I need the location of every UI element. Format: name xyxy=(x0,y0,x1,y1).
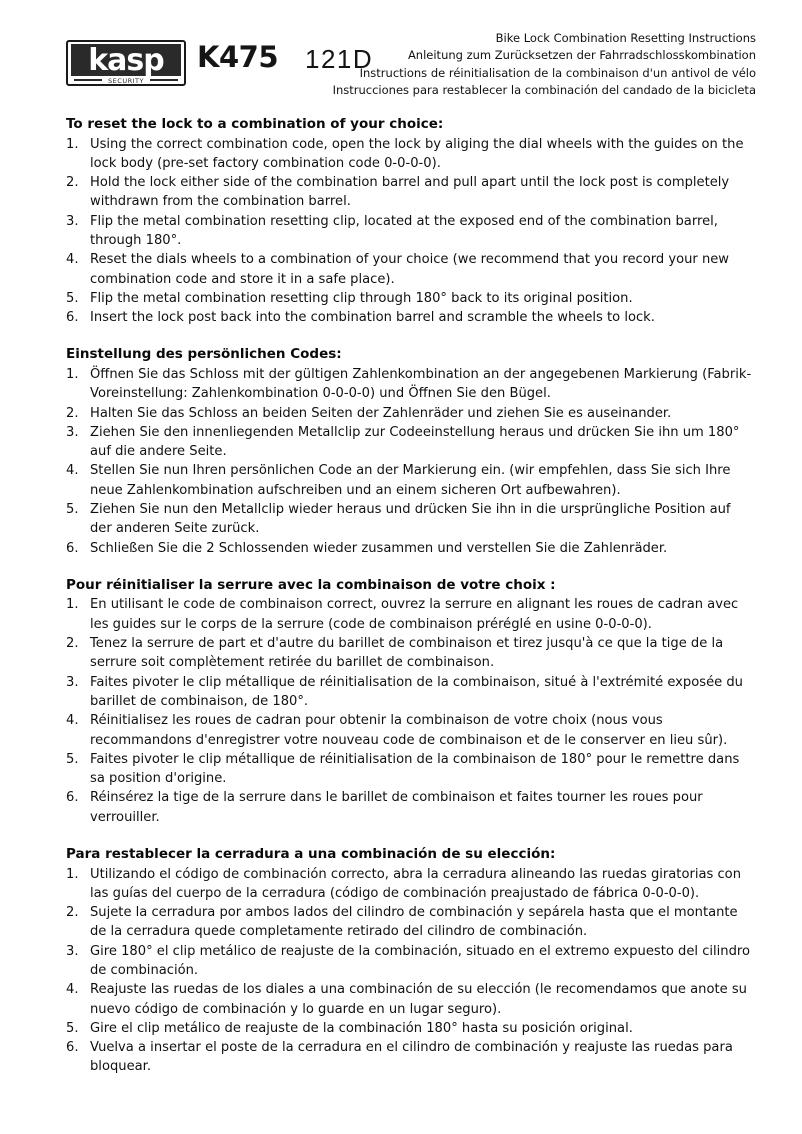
step-item xyxy=(66,1019,756,1038)
instructions-body xyxy=(66,115,756,1095)
step-number: 5. xyxy=(66,751,79,767)
step-item xyxy=(66,942,756,981)
step-item xyxy=(66,365,756,404)
steps-list xyxy=(66,365,756,558)
logo-security-text: SECURITY xyxy=(108,77,144,85)
step-number: 2. xyxy=(66,905,79,921)
step-text: Faites pivoter le clip métallique de réinitialisation de la combinaison, situé à l'extrémité exposée du barillet de combinaison, de 180°. xyxy=(90,674,743,709)
step-text: Reset the dials wheels to a combination of your choice (we recommend that you record your new combination code and store it in a safe place). xyxy=(90,252,730,287)
model-number: K475 xyxy=(197,40,279,74)
step-number: 5. xyxy=(66,502,79,518)
step-text: Sujete la cerradura por ambos lados del cilindro de combinación y sepárela hasta que el montante de la cerradura quede completamente retirado del cilindro de combinación. xyxy=(90,905,738,940)
step-text: Réinsérez la tige de la serrure dans le barillet de combinaison et faites tourner les roues pour verrouiller. xyxy=(90,790,703,825)
step-number: 3. xyxy=(66,674,79,690)
step-item xyxy=(66,595,756,634)
section-english xyxy=(66,115,756,327)
title-french: Instructions de réinitialisation de la combinaison d'un antivol de vélo xyxy=(359,65,756,80)
section-heading: Para restablecer la cerradura a una combinación de su elección: xyxy=(66,846,556,862)
step-number: 3. xyxy=(66,213,79,229)
step-item xyxy=(66,539,756,558)
step-text: Tenez la serrure de part et d'autre du barillet de combinaison et tirez jusqu'à ce que la tige de la serrure soit complètement retirée du barillet de combinaison. xyxy=(90,636,724,671)
section-spanish xyxy=(66,845,756,1077)
section-heading: Pour réinitialiser la serrure avec la combinaison de votre choix : xyxy=(66,576,556,593)
step-text: Ziehen Sie den innenliegenden Metallclip zur Codeeinstellung heraus und drücken Sie ihn um 180° auf die andere Seite. xyxy=(90,424,740,460)
step-text: Gire el clip metálico de reajuste de la combinación 180° hasta su posición original. xyxy=(90,1020,633,1036)
step-item xyxy=(66,423,756,462)
step-number: 5. xyxy=(66,290,79,306)
steps-list xyxy=(66,135,756,328)
step-number: 4. xyxy=(66,463,79,479)
step-item xyxy=(66,289,756,308)
step-item xyxy=(66,980,756,1019)
step-number: 2. xyxy=(66,636,79,652)
step-number: 3. xyxy=(66,943,79,959)
step-text: Flip the metal combination resetting clip, located at the exposed end of the combination barrel, through 180°. xyxy=(90,213,718,248)
step-number: 5. xyxy=(66,1020,79,1036)
step-item xyxy=(66,903,756,942)
step-text: Reajuste las ruedas de los diales a una combinación de su elección (le recomendamos que anote su nuevo código de combinación y lo guarde en un lugar seguro). xyxy=(90,982,747,1017)
step-item xyxy=(66,404,756,423)
step-item xyxy=(66,1038,756,1077)
step-text: Insert the lock post back into the combination barrel and scramble the wheels to lock. xyxy=(90,310,655,326)
step-text: Vuelva a insertar el poste de la cerradura en el cilindro de combinación y reajuste las ruedas para bloquear. xyxy=(90,1040,733,1075)
section-heading: Einstellung des persönlichen Codes: xyxy=(66,346,342,363)
title-spanish: Instrucciones para restablecer la combinación del candado de la bicicleta xyxy=(332,82,756,97)
step-text: Schließen Sie die 2 Schlossenden wieder zusammen und verstellen Sie die Zahlenräder. xyxy=(90,540,668,556)
model-variant: 121D xyxy=(305,44,374,74)
step-number: 4. xyxy=(66,982,79,998)
step-text: Halten Sie das Schloss an beiden Seiten der Zahlenräder und ziehen Sie es auseinander. xyxy=(90,405,672,421)
step-item xyxy=(66,173,756,212)
step-item xyxy=(66,461,756,500)
step-text: Gire 180° el clip metálico de reajuste de la combinación, situado en el extremo expuesto del cilindro de combinación. xyxy=(90,943,751,978)
step-number: 6. xyxy=(66,1040,79,1056)
step-text: Flip the metal combination resetting clip through 180° back to its original position. xyxy=(90,290,633,306)
step-text: Öffnen Sie das Schloss mit der gültigen Zahlenkombination an der angegebenen Markierung (Fabrik-Voreinstellung: Zahlenkombination 0-0-0-0) und Öffnen Sie den Bügel. xyxy=(90,366,752,402)
document-titles xyxy=(333,30,756,99)
step-item xyxy=(66,673,756,712)
step-number: 1. xyxy=(66,597,79,613)
step-number: 3. xyxy=(66,424,79,440)
step-number: 1. xyxy=(66,866,79,882)
step-number: 6. xyxy=(66,310,79,326)
step-item xyxy=(66,634,756,673)
step-number: 2. xyxy=(66,175,79,191)
step-text: Utilizando el código de combinación correcto, abra la cerradura alineando las ruedas giratorias con las guías del cuerpo de la cerradura (código de combinación preajustado de fábrica 0-0-0-0). xyxy=(90,866,741,901)
step-item xyxy=(66,250,756,289)
step-number: 1. xyxy=(66,366,79,382)
steps-list xyxy=(66,865,756,1077)
step-item xyxy=(66,500,756,539)
step-item xyxy=(66,865,756,904)
step-text: Faites pivoter le clip métallique de réinitialisation de la combinaison de 180° pour le remettre dans sa position d'origine. xyxy=(90,751,740,787)
logo-wordmark: kasp xyxy=(88,43,164,78)
step-item xyxy=(66,135,756,174)
step-text: Stellen Sie nun Ihren persönlichen Code an der Markierung ein. (wir empfehlen, dass Sie sich Ihre neue Zahlenkombination aufschreiben und an einem sicheren Ort aufbewahren). xyxy=(90,463,731,498)
step-number: 6. xyxy=(66,790,79,806)
section-heading: To reset the lock to a combination of your choice: xyxy=(66,116,444,132)
step-number: 6. xyxy=(66,540,79,556)
step-item xyxy=(66,750,756,789)
step-number: 2. xyxy=(66,405,79,421)
step-number: 4. xyxy=(66,252,79,268)
step-text: Ziehen Sie nun den Metallclip wieder heraus und drücken Sie ihn in die ursprüngliche Position auf der anderen Seite zurück. xyxy=(90,502,731,537)
step-text: Réinitialisez les roues de cadran pour obtenir la combinaison de votre choix (nous vous recommandons d'enregistrer votre nouveau code de combinaison et de le conserver en lieu sûr). xyxy=(90,713,728,748)
step-text: Using the correct combination code, open the lock by aliging the dial wheels with the guides on the lock body (pre-set factory combination code 0-0-0-0). xyxy=(90,136,744,171)
section-french xyxy=(66,576,756,827)
step-item xyxy=(66,212,756,251)
title-german: Anleitung zum Zurücksetzen der Fahrradschlosskombination xyxy=(407,48,756,63)
step-item xyxy=(66,711,756,750)
kasp-logo xyxy=(66,40,186,86)
title-english: Bike Lock Combination Resetting Instructions xyxy=(495,31,756,45)
section-german xyxy=(66,345,756,557)
step-item xyxy=(66,788,756,827)
step-number: 1. xyxy=(66,136,79,152)
steps-list xyxy=(66,595,756,827)
step-number: 4. xyxy=(66,713,79,729)
step-text: Hold the lock either side of the combination barrel and pull apart until the lock post is completely withdrawn from the combination barrel. xyxy=(90,175,730,210)
step-item xyxy=(66,308,756,327)
step-text: En utilisant le code de combinaison correct, ouvrez la serrure en alignant les roues de cadran avec les guides sur le corps de la serrure (code de combinaison préréglé en usine 0-0-0-0). xyxy=(90,597,739,632)
